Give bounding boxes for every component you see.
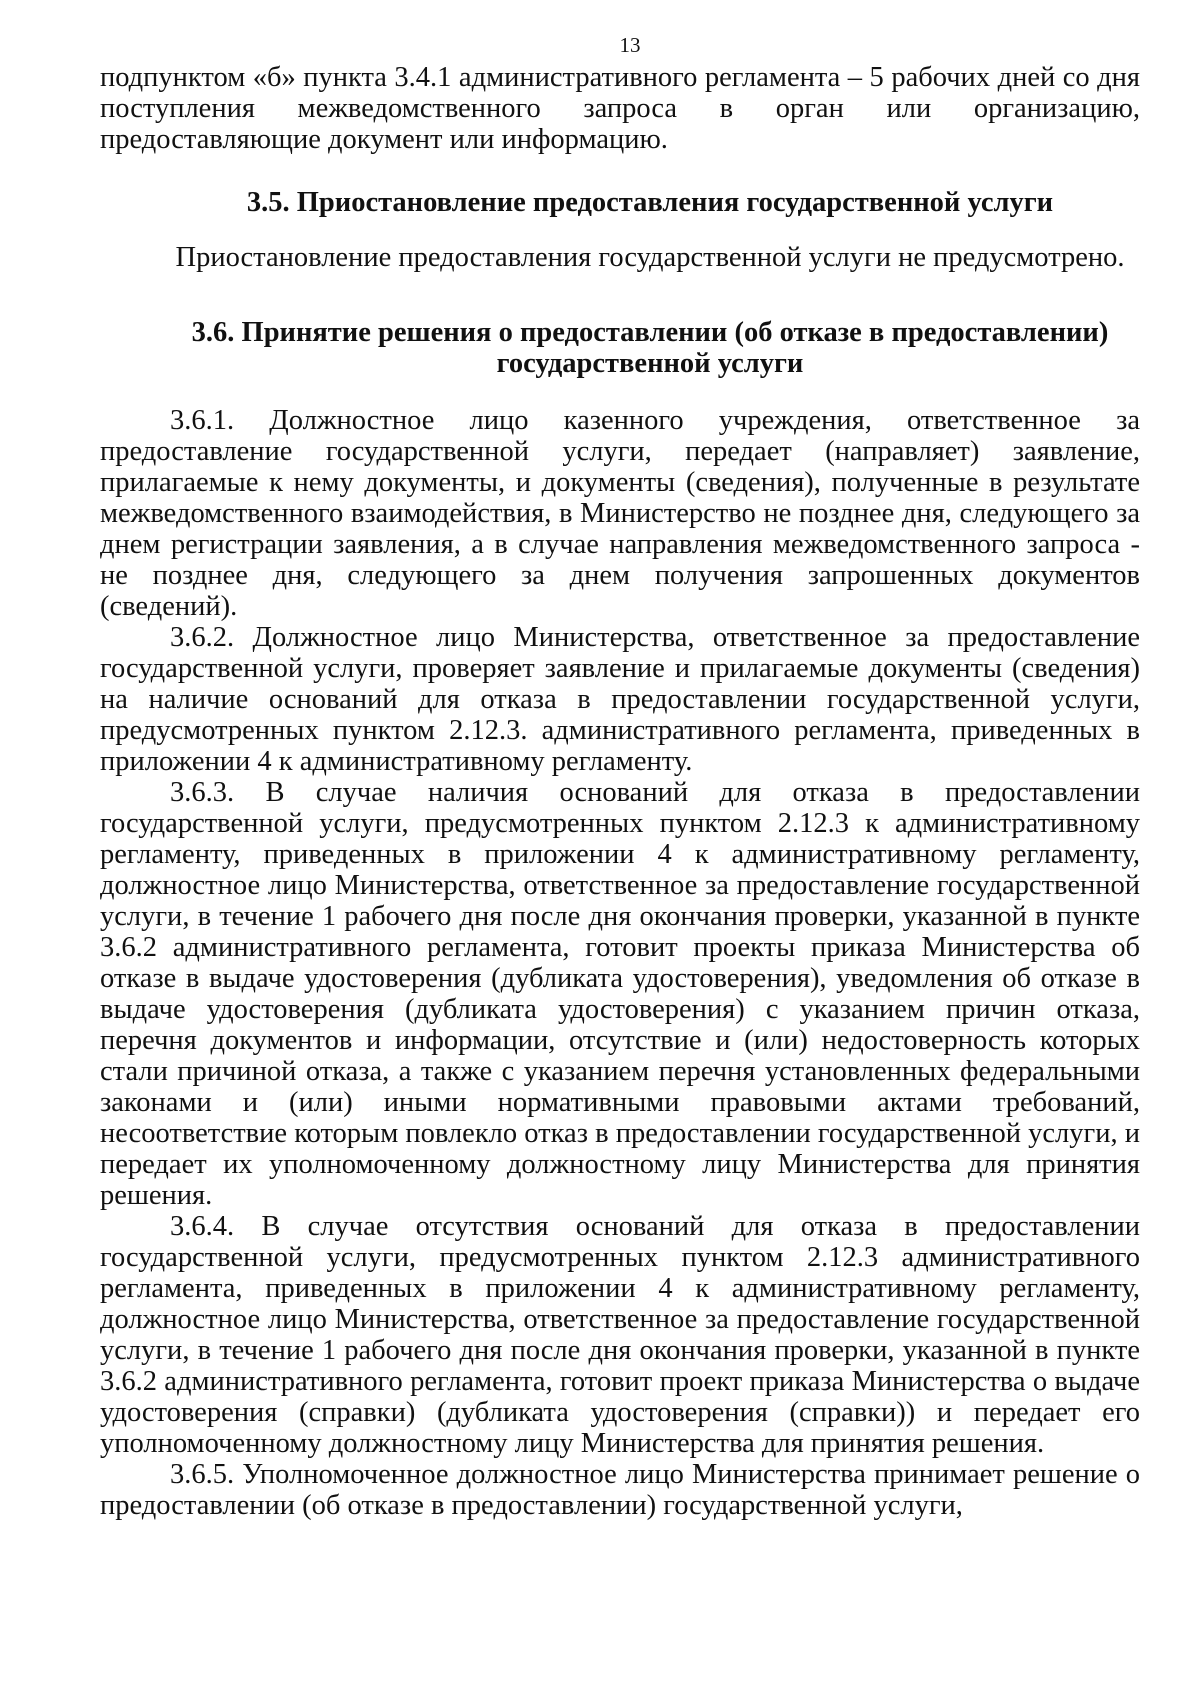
paragraph-3-6-2: 3.6.2. Должностное лицо Министерства, ответственное за предоставление государственной услуги, проверяет заявление и прилагаемые документы (сведения) на наличие оснований для отказа в предоставлении государственной услуги, предусмотренных пунктом 2.12.3. административного регламента, приведенных в приложении 4 к административному регламенту. (100, 622, 1140, 777)
section-3-6-heading (100, 317, 1140, 379)
section-3-5-text: Приостановление предоставления государственной услуги не предусмотрено. (175, 242, 1125, 273)
page-number: 13 (619, 33, 641, 57)
paragraph-3-6-5: 3.6.5. Уполномоченное должностное лицо Министерства принимает решение о предоставлении (об отказе в предоставлении) государственной услуги, (100, 1459, 1140, 1521)
paragraph-3-6-4: 3.6.4. В случае отсутствия оснований для отказа в предоставлении государственной услуги, предусмотренных пунктом 2.12.3 административного регламента, приведенных в приложении 4 к административному регламенту, должностное лицо Министерства, ответственное за предоставление государственной услуги, в течение 1 рабочего дня после дня окончания проверки, указанной в пункте 3.6.2 административного регламента, готовит проект приказа Министерства о выдаче удостоверения (справки) (дубликата удостоверения (справки)) и передает его уполномоченному должностному лицу Министерства для принятия решения. (100, 1211, 1140, 1459)
paragraph-3-6-3: 3.6.3. В случае наличия оснований для отказа в предоставлении государственной услуги, предусмотренных пунктом 2.12.3 к административному регламенту, приведенных в приложении 4 к административному регламенту, должностное лицо Министерства, ответственное за предоставление государственной услуги, в течение 1 рабочего дня после дня окончания проверки, указанной в пункте 3.6.2 административного регламента, готовит проекты приказа Министерства об отказе в выдаче удостоверения (дубликата удостоверения), уведомления об отказе в выдаче удостоверения (дубликата удостоверения) с указанием причин отказа, перечня документов и информации, отсутствие и (или) недостоверность которых стали причиной отказа, а также с указанием перечня установленных федеральными законами и (или) иными нормативными правовыми актами требований, несоответствие которым повлекло отказ в предоставлении государственной услуги, и передает их уполномоченному должностному лицу Министерства для принятия решения. (100, 777, 1140, 1211)
section-3-6-heading-line1: 3.6. Принятие решения о предоставлении (об отказе в предоставлении) (191, 317, 1109, 348)
paragraph-3-6-1: 3.6.1. Должностное лицо казенного учреждения, ответственное за предоставление государственной услуги, передает (направляет) заявление, прилагаемые к нему документы, и документы (сведения), полученные в результате межведомственного взаимодействия, в Министерство не позднее дня, следующего за днем регистрации заявления, а в случае направления межведомственного запроса - не позднее дня, следующего за днем получения запрошенных документов (сведений). (100, 405, 1140, 622)
section-3-6-heading-line2: государственной услуги (496, 348, 804, 379)
section-3-5-heading: 3.5. Приостановление предоставления государственной услуги (246, 187, 1054, 218)
intro-paragraph: подпунктом «б» пункта 3.4.1 административного регламента – 5 рабочих дней со дня поступления межведомственного запроса в орган или организацию, предоставляющие документ или информацию. (100, 62, 1140, 155)
